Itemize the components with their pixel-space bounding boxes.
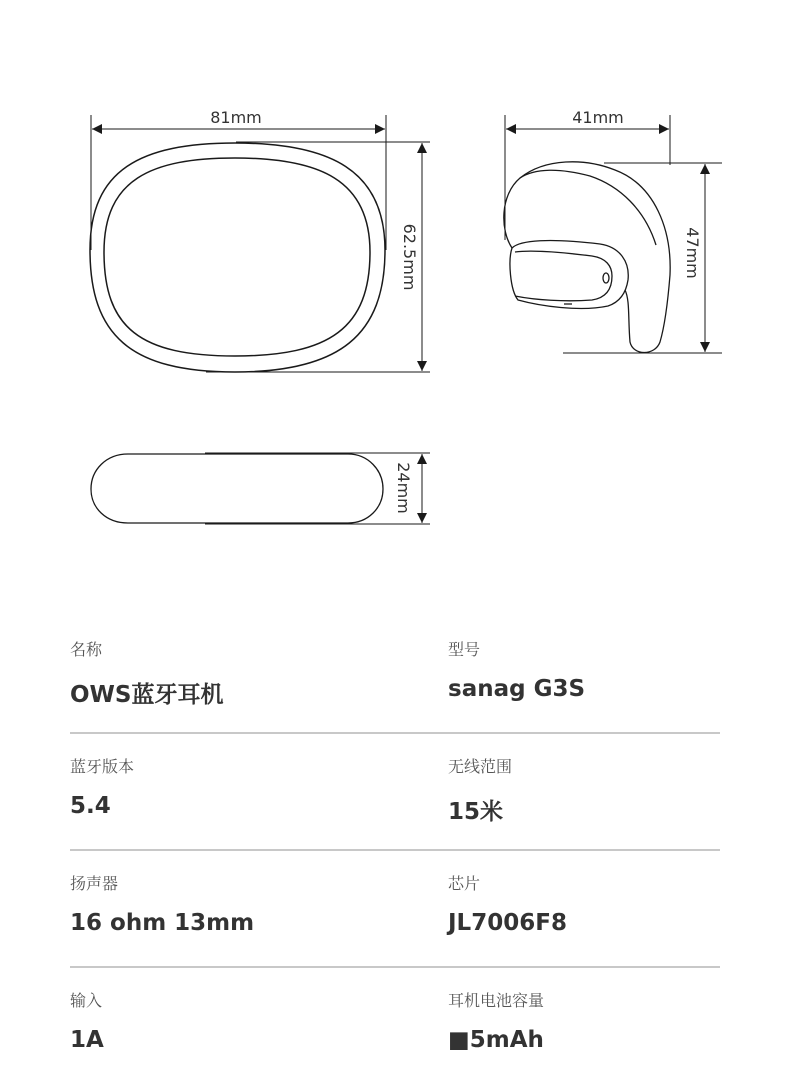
- front-width-label: 81mm: [210, 108, 262, 127]
- spec-value: JL7006F8: [448, 910, 567, 936]
- front-height-label: 62.5mm: [400, 223, 419, 291]
- spec-label: 耳机电池容量: [448, 991, 545, 1010]
- spec-label: 无线范围: [448, 757, 513, 776]
- spec-label: 名称: [70, 640, 103, 659]
- spec-value: 1A: [70, 1027, 104, 1053]
- spec-label: 蓝牙版本: [70, 757, 135, 776]
- spec-row: [70, 617, 720, 734]
- side-width-label: 41mm: [572, 108, 624, 127]
- spec-label: 输入: [70, 991, 103, 1010]
- spec-label: 型号: [448, 640, 481, 659]
- bottom-thickness-label: 24mm: [394, 462, 413, 514]
- spec-table: [70, 617, 720, 1078]
- spec-value: 5.4: [70, 793, 111, 819]
- case-bottom-view: [91, 454, 383, 523]
- spec-value: OWS蓝牙耳机: [70, 682, 224, 708]
- spec-value: 15米: [448, 799, 504, 825]
- case-front-view: [90, 143, 385, 372]
- spec-value: sanag G3S: [448, 676, 586, 702]
- case-front-dimension-lines: [91, 115, 430, 372]
- spec-label: 芯片: [448, 874, 481, 893]
- spec-label: 扬声器: [70, 874, 119, 893]
- side-height-label: 47mm: [683, 227, 702, 279]
- spec-row: [70, 968, 720, 1078]
- spec-value: 16 ohm 13mm: [70, 910, 255, 936]
- spec-row: [70, 734, 720, 851]
- spec-value: ■5mAh: [448, 1027, 544, 1053]
- earphone-side-view: [504, 162, 670, 353]
- spec-row: [70, 851, 720, 968]
